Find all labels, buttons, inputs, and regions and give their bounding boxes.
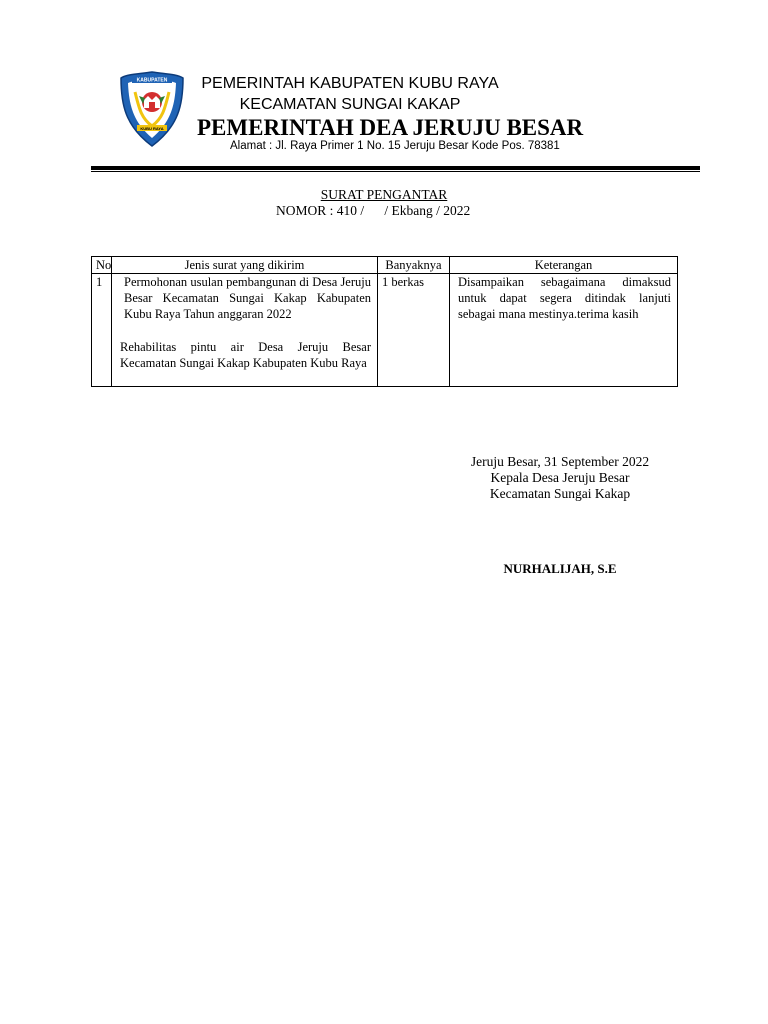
emblem-text-top: KABUPATEN (136, 77, 168, 84)
letter-number: NOMOR : 410 / / Ekbang / 2022 (276, 203, 471, 218)
signature-block (440, 454, 680, 502)
jenis-item-1: Permohonan usulan pembangunan di Desa Jeruju Besar Kecamatan Sungai Kakap Kabupaten Kubu Raya Tahun anggaran 2022 (124, 275, 371, 321)
cell-keterangan (450, 274, 678, 387)
letter-title: SURAT PENGANTAR (320, 187, 448, 202)
letter-table (91, 256, 678, 387)
letterhead-rule-thick (91, 166, 700, 170)
table-row (92, 274, 678, 387)
cell-banyaknya: 1 berkas (378, 274, 450, 387)
kop-village-title: PEMERINTAH DEA JERUJU BESAR (197, 115, 584, 140)
signature-position: Kepala Desa Jeruju Besar (490, 470, 630, 485)
regency-emblem-icon (119, 70, 185, 148)
signature-place-date: Jeruju Besar, 31 September 2022 (470, 454, 650, 469)
cell-jenis (112, 274, 378, 387)
signatory-name: NURHALIJAH, S.E (503, 561, 617, 576)
cell-no: 1 (92, 274, 112, 387)
header-keterangan: Keterangan (450, 257, 678, 274)
kop-regency: PEMERINTAH KABUPATEN KUBU RAYA (201, 75, 499, 92)
jenis-item-2: Rehabilitas pintu air Desa Jeruju Besar Kecamatan Sungai Kakap Kabupaten Kubu Raya (120, 340, 371, 370)
keterangan-text: Disampaikan sebagaimana dimaksud untuk dapat segera ditindak lanjuti sebagai mana mestinya.terima kasih (458, 275, 671, 321)
signature-district: Kecamatan Sungai Kakap (489, 486, 631, 501)
table-header-row (92, 257, 678, 274)
letterhead-rule-thin (91, 171, 700, 172)
kop-address: Alamat : Jl. Raya Primer 1 No. 15 Jeruju Besar Kode Pos. 78381 (230, 140, 560, 152)
header-jenis: Jenis surat yang dikirim (112, 257, 378, 274)
header-no: No (92, 257, 112, 274)
kop-district: KECAMATAN SUNGAI KAKAP (239, 96, 461, 113)
emblem-text-bottom: KUBU RAYA (140, 125, 164, 131)
header-banyaknya: Banyaknya (378, 257, 450, 274)
